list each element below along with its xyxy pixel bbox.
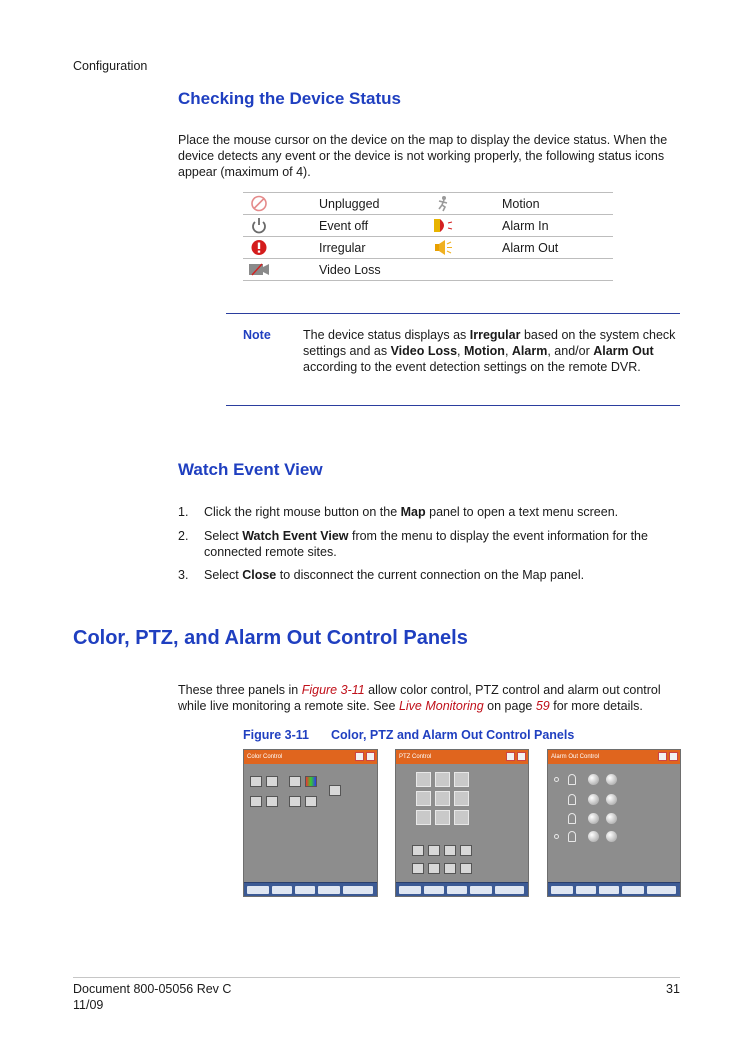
- taskbar-item[interactable]: [343, 886, 373, 894]
- panel-title: PTZ Control: [396, 750, 528, 764]
- alarm-out-button[interactable]: [588, 774, 599, 785]
- section-title-checking: Checking the Device Status: [178, 89, 401, 108]
- alarm-select-dot[interactable]: [554, 777, 559, 782]
- alarm-out-button[interactable]: [606, 831, 617, 842]
- alarm-select-dot[interactable]: [554, 834, 559, 839]
- bell-icon: [568, 794, 576, 805]
- taskbar-item[interactable]: [622, 886, 644, 894]
- status-label: Alarm In: [502, 219, 549, 233]
- bell-icon: [568, 813, 576, 824]
- color-intro: These three panels in Figure 3-11 allow color control, PTZ control and alarm out control while live monitoring a remote site. See Live Monitoring on page 59 for more details.: [178, 683, 661, 713]
- alarm-in-icon: [433, 217, 453, 234]
- footer-date: 11/09: [73, 998, 104, 1012]
- alarm-out-icon: [433, 239, 453, 256]
- ptz-down-button[interactable]: [435, 810, 450, 825]
- note-rule-bottom: [226, 405, 680, 406]
- unplugged-icon: [249, 195, 269, 212]
- footer-doc-info: [73, 981, 231, 1013]
- status-label: Unplugged: [319, 197, 380, 211]
- alarm-out-button[interactable]: [606, 774, 617, 785]
- ptz-iris-button[interactable]: [444, 845, 456, 856]
- ptz-menu-button[interactable]: [460, 863, 472, 874]
- alarm-out-control-panel: [547, 749, 681, 897]
- section-title-color: Color, PTZ, and Alarm Out Control Panels: [73, 627, 468, 649]
- page-link[interactable]: 59: [535, 699, 550, 713]
- brightness-up-button[interactable]: [266, 776, 278, 787]
- ptz-up-left-button[interactable]: [416, 772, 431, 787]
- note-label: Note: [243, 328, 271, 342]
- taskbar-item[interactable]: [399, 886, 421, 894]
- taskbar-item[interactable]: [599, 886, 619, 894]
- ptz-zoom-out-button[interactable]: [412, 863, 424, 874]
- status-row: [243, 215, 613, 237]
- page-number: 31: [666, 982, 680, 996]
- taskbar-item[interactable]: [318, 886, 340, 894]
- ptz-focus-far-button[interactable]: [428, 863, 440, 874]
- taskbar-item[interactable]: [272, 886, 292, 894]
- tint-down-button[interactable]: [289, 796, 301, 807]
- footer-rule: [73, 977, 680, 978]
- panel-title: Alarm Out Control: [548, 750, 680, 764]
- minimize-button[interactable]: [506, 752, 515, 761]
- tint-up-button[interactable]: [305, 796, 317, 807]
- taskbar: [548, 882, 680, 896]
- ptz-left-button[interactable]: [416, 791, 431, 806]
- close-button[interactable]: [669, 752, 678, 761]
- alarm-out-button[interactable]: [606, 813, 617, 824]
- checking-intro: Place the mouse cursor on the device on the map to display the device status. When the device detects any event or the device is not working properly, the following status icons appear (maximum of 4).: [178, 133, 668, 179]
- ptz-home-button[interactable]: [435, 791, 450, 806]
- color-down-button[interactable]: [289, 776, 301, 787]
- bell-icon: [568, 774, 576, 785]
- ptz-control-panel: [395, 749, 529, 897]
- live-monitoring-link[interactable]: Live Monitoring: [398, 699, 484, 713]
- taskbar-item[interactable]: [295, 886, 315, 894]
- color-up-button[interactable]: [305, 776, 317, 787]
- taskbar-item[interactable]: [551, 886, 573, 894]
- status-label: Video Loss: [319, 263, 381, 277]
- taskbar: [396, 882, 528, 896]
- taskbar-item[interactable]: [247, 886, 269, 894]
- taskbar-item[interactable]: [424, 886, 444, 894]
- note-rule-top: [226, 313, 680, 314]
- event-off-icon: [249, 217, 269, 234]
- motion-icon: [433, 195, 453, 212]
- ptz-zoom-button[interactable]: [412, 845, 424, 856]
- contrast-down-button[interactable]: [250, 796, 262, 807]
- alarm-out-button[interactable]: [588, 794, 599, 805]
- status-label: Alarm Out: [502, 241, 559, 255]
- ptz-focus-button[interactable]: [428, 845, 440, 856]
- status-label: Event off: [319, 219, 369, 233]
- note-text: The device status displays as Irregular based on the system check settings and as Video Loss, Motion, Alarm, and/or Alarm Out according to the event detection settings on the remote DVR.: [303, 328, 676, 374]
- status-row: [243, 259, 613, 281]
- status-label: Motion: [502, 197, 540, 211]
- ptz-preset-button[interactable]: [460, 845, 472, 856]
- alarm-out-button[interactable]: [588, 813, 599, 824]
- minimize-button[interactable]: [355, 752, 364, 761]
- ptz-up-button[interactable]: [435, 772, 450, 787]
- brightness-down-button[interactable]: [250, 776, 262, 787]
- irregular-icon: [249, 239, 269, 256]
- reset-button[interactable]: [329, 785, 341, 796]
- status-icon-table: [243, 192, 613, 281]
- color-control-panel: [243, 749, 378, 897]
- footer-doc-number: Document 800-05056 Rev C: [73, 982, 232, 996]
- minimize-button[interactable]: [658, 752, 667, 761]
- running-header: Configuration: [73, 59, 148, 73]
- taskbar-item[interactable]: [647, 886, 676, 894]
- status-label: Irregular: [319, 241, 366, 255]
- panel-title: Color Control: [244, 750, 377, 764]
- alarm-out-button[interactable]: [606, 794, 617, 805]
- contrast-up-button[interactable]: [266, 796, 278, 807]
- status-row: [243, 237, 613, 259]
- alarm-out-button[interactable]: [588, 831, 599, 842]
- taskbar: [244, 882, 377, 896]
- close-button[interactable]: [517, 752, 526, 761]
- ptz-iris-close-button[interactable]: [444, 863, 456, 874]
- ptz-right-button[interactable]: [454, 791, 469, 806]
- ptz-down-right-button[interactable]: [454, 810, 469, 825]
- taskbar-item[interactable]: [576, 886, 596, 894]
- taskbar-item[interactable]: [470, 886, 492, 894]
- bell-icon: [568, 831, 576, 842]
- status-row: [243, 193, 613, 215]
- ptz-down-left-button[interactable]: [416, 810, 431, 825]
- figure-caption: Figure 3-11 Color, PTZ and Alarm Out Control Panels: [243, 728, 575, 742]
- taskbar-item[interactable]: [447, 886, 467, 894]
- ptz-up-right-button[interactable]: [454, 772, 469, 787]
- close-button[interactable]: [366, 752, 375, 761]
- figure-link[interactable]: Figure 3-11: [301, 683, 365, 697]
- taskbar-item[interactable]: [495, 886, 524, 894]
- section-title-watch: Watch Event View: [178, 460, 323, 479]
- video-loss-icon: [249, 261, 269, 278]
